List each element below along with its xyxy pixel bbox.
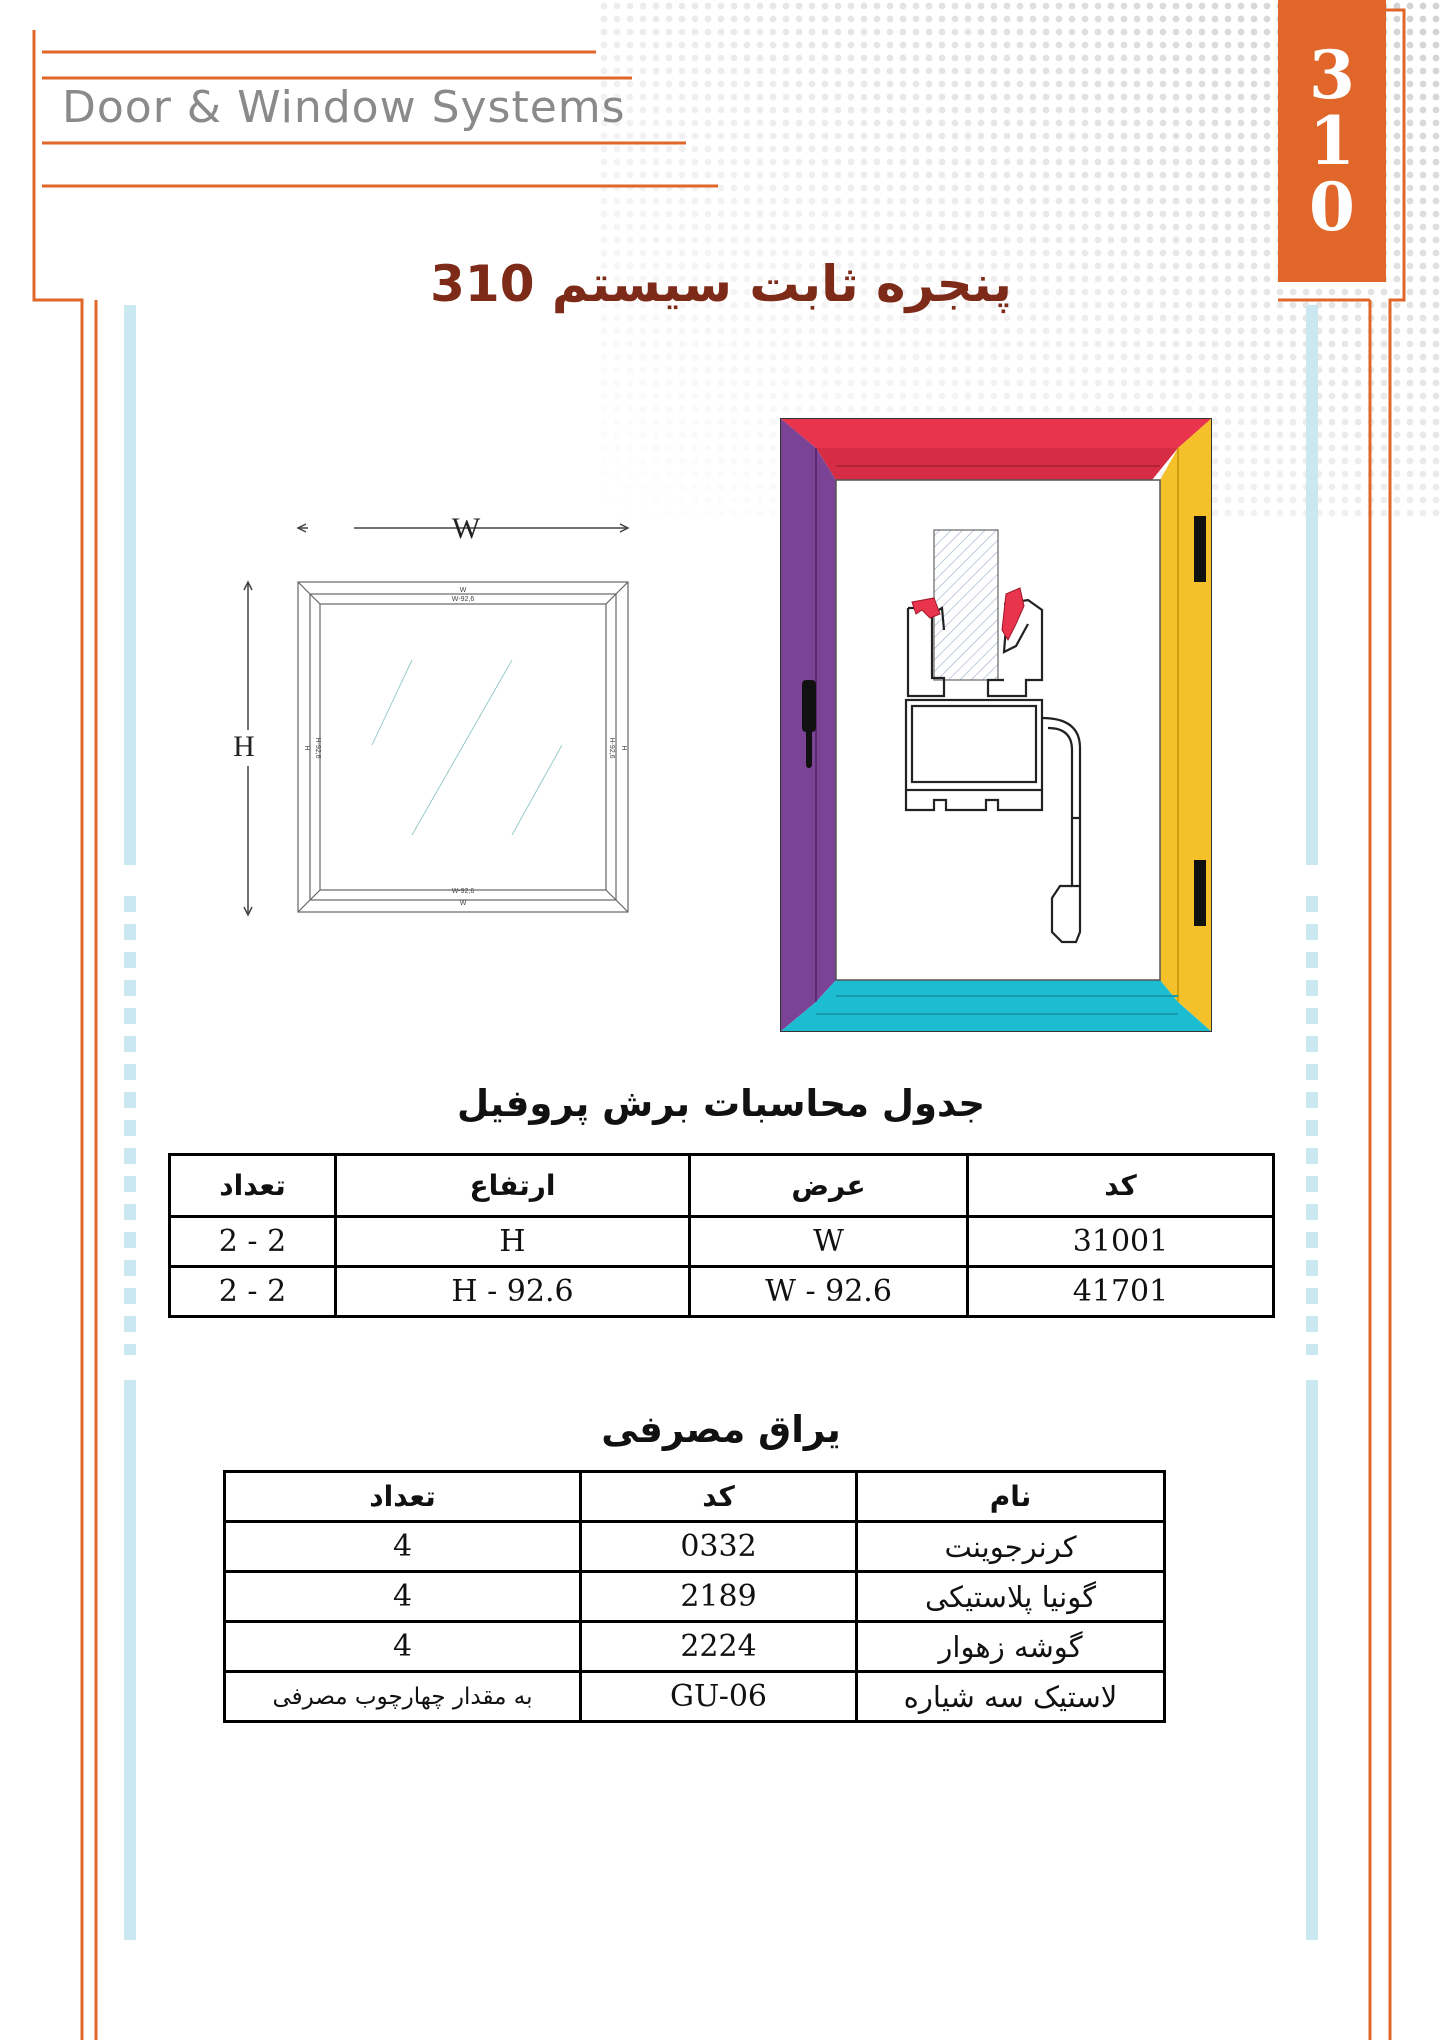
table-row [170, 1267, 1274, 1317]
table-header-row [170, 1155, 1274, 1217]
frame-width-label-bottom: W [459, 900, 467, 907]
header-code: کد [581, 1472, 857, 1522]
sash-width-label: W-92,6 [451, 596, 475, 603]
header-count: تعداد [225, 1472, 581, 1522]
cell-code: 41701 [968, 1267, 1274, 1317]
cell-code: 2224 [581, 1622, 857, 1672]
header-height: ارتفاع [336, 1155, 690, 1217]
table-row [225, 1622, 1165, 1672]
cell-height: H - 92.6 [336, 1267, 690, 1317]
header-code: کد [968, 1155, 1274, 1217]
brand-text: Door & Window Systems [62, 82, 626, 133]
width-dimension-label: W [451, 512, 481, 545]
frame-height-label: H [303, 745, 310, 751]
cell-width: W [690, 1217, 968, 1267]
dimension-diagram [220, 500, 640, 940]
cell-name: لاستیک سه شیاره [857, 1672, 1165, 1722]
height-dimension-label: H [233, 730, 255, 763]
system-number-badge [1278, 0, 1386, 282]
cell-count: 4 [225, 1622, 581, 1672]
cell-count: 4 [225, 1572, 581, 1622]
right-stripe [1306, 305, 1318, 865]
frame-width-label: W [459, 587, 467, 594]
cell-name: گوشه زهوار [857, 1622, 1165, 1672]
cell-width: W - 92.6 [690, 1267, 968, 1317]
badge-digit: 0 [1309, 168, 1355, 246]
sash-width-label-bottom: W-92,6 [451, 888, 475, 895]
cell-name: کرنرجوینت [857, 1522, 1165, 1572]
sash-height-label-right: H-92,6 [608, 737, 615, 759]
badge-digit: 3 [1309, 36, 1355, 114]
cell-name: گونیا پلاستیکی [857, 1572, 1165, 1622]
sash-height-label: H-92,6 [314, 737, 321, 759]
header-name: نام [857, 1472, 1165, 1522]
cell-code: 31001 [968, 1217, 1274, 1267]
table-header-row [225, 1472, 1165, 1522]
frame-height-label-right: H [620, 745, 627, 751]
hardware-table-heading: یراق مصرفی [601, 1408, 841, 1451]
profile-table-heading: جدول محاسبات برش پروفیل [456, 1082, 986, 1125]
table-row [170, 1217, 1274, 1267]
hardware-table [223, 1470, 1166, 1723]
table-row [225, 1522, 1165, 1572]
cell-count: 4 [225, 1522, 581, 1572]
cell-height: H [336, 1217, 690, 1267]
profile-cutting-table [168, 1153, 1275, 1318]
window-profile-illustration [780, 418, 1212, 1032]
cell-code: GU-06 [581, 1672, 857, 1722]
cell-code: 2189 [581, 1572, 857, 1622]
table-row [225, 1672, 1165, 1722]
table-row [225, 1572, 1165, 1622]
cell-count: 2 - 2 [170, 1217, 336, 1267]
cell-count: 2 - 2 [170, 1267, 336, 1317]
header-width: عرض [690, 1155, 968, 1217]
badge-digit: 1 [1309, 102, 1355, 180]
cell-count: به مقدار چهارچوب مصرفی [225, 1672, 581, 1722]
page-title: پنجره ثابت سیستم 310 [430, 255, 1012, 313]
cell-code: 0332 [581, 1522, 857, 1572]
header-count: تعداد [170, 1155, 336, 1217]
left-stripe [124, 305, 136, 865]
